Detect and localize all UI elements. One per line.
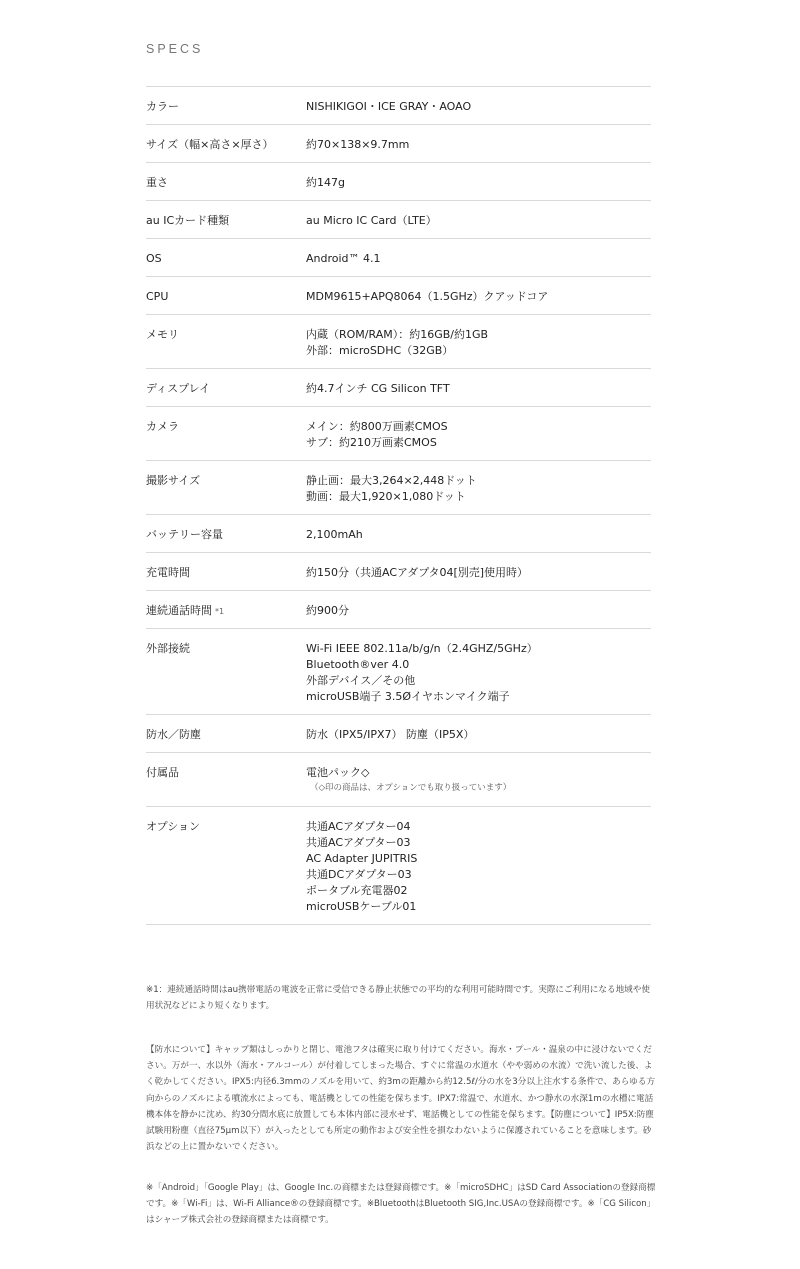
spec-label: オプション (146, 820, 201, 833)
spec-value: 約150分（共通ACアダプタ04[別売]使用時） (306, 566, 529, 579)
spec-label: ディスプレイ (146, 382, 211, 395)
footnote-call-time: ※1：連続通話時間はau携帯電話の電波を正常に受信できる静止状態での平均的な利用可能時間です。実際にご利用になる地域や使用状況などにより短くなります。 (146, 985, 650, 1012)
spec-row-memory (146, 315, 651, 369)
footnote-mark: *1 (215, 607, 225, 616)
spec-value: 電池パック◇ （◇印の商品は、オプションでも取り扱っています） (306, 753, 651, 806)
spec-label: 付属品 (146, 766, 179, 779)
spec-label: メモリ (146, 328, 179, 341)
spec-row-ic-card (146, 201, 651, 239)
spec-label: OS (146, 252, 162, 265)
spec-row-external (146, 629, 651, 715)
note-waterproof: 【防水について】キャップ類はしっかりと閉じ、電池フタは確実に取り付けてください。海水・プール・温泉の中に浸けないでください。万が一、水以外（海水・アルコール）が付着してしまった場合、すぐに常温の水道水（やや弱めの水流）で洗い流した後、よく乾かしてください。IPX5:内径6.3mmのノズルを用いて、約3mの距離から約12.5ℓ/分の水を3分以上注水する条件で、あらゆる方向からのノズルによる噴流水によっても、電話機としての性能を保ちます。IPX7:常温で、水道水、かつ静水の水深1mの水槽に電話機本体を静かに沈め、約30分間水底に放置しても本体内部に浸水せず、電話機としての性能を保ちます。【防塵について】IP5X:防塵試験用粉塵（直径75μm以下）が入ったとしても所定の動作および安全性を損なわないように保護されていることを意味します。砂浜などの上に置かないでください。 (146, 1045, 656, 1153)
spec-row-display (146, 369, 651, 407)
spec-label: 重さ (146, 176, 168, 189)
spec-label: 撮影サイズ (146, 474, 201, 487)
specs-section (146, 0, 651, 925)
spec-label: バッテリー容量 (146, 528, 223, 541)
spec-label: カラー (146, 100, 179, 113)
spec-value: 内蔵（ROM/RAM）：約16GB/約1GB 外部：microSDHC（32GB） (306, 328, 489, 357)
spec-row-battery (146, 515, 651, 553)
spec-label: 外部接続 (146, 642, 190, 655)
spec-value: 静止画：最大3,264×2,448ドット 動画：最大1,920×1,080ドット (306, 474, 477, 503)
spec-value: 防水（IPX5/IPX7） 防塵（IP5X） (306, 728, 475, 741)
spec-value: 2,100mAh (306, 528, 363, 541)
spec-label: サイズ（幅×高さ×厚さ） (146, 138, 274, 151)
spec-label: 充電時間 (146, 566, 190, 579)
spec-value: NISHIKIGOI・ICE GRAY・AOAO (306, 100, 472, 113)
spec-row-size (146, 125, 651, 163)
spec-label: 連続通話時間 *1 (146, 604, 225, 617)
spec-value: 約900分 (306, 604, 349, 617)
spec-value: 約70×138×9.7mm (306, 138, 410, 151)
spec-row-accessories (146, 753, 651, 807)
spec-value: Wi-Fi IEEE 802.11a/b/g/n（2.4GHZ/5GHz） Bluetooth®ver 4.0 外部デバイス／その他 microUSB端子 3.5Øイヤホンマイク端子 (306, 642, 538, 703)
spec-value: au Micro IC Card（LTE） (306, 214, 437, 227)
spec-value: 共通ACアダプター04 共通ACアダプター03 AC Adapter JUPITRIS 共通DCアダプター03 ポータブル充電器02 microUSBケーブル01 (306, 820, 418, 913)
spec-row-color (146, 87, 651, 125)
spec-label: au ICカード種類 (146, 214, 230, 227)
spec-row-options (146, 807, 651, 925)
specs-table (146, 86, 651, 925)
spec-row-shooting-size (146, 461, 651, 515)
spec-label: 防水／防塵 (146, 728, 201, 741)
spec-label: CPU (146, 290, 169, 303)
section-title: SPECS (146, 42, 204, 56)
spec-row-weight (146, 163, 651, 201)
spec-row-talk-time (146, 591, 651, 629)
spec-value: MDM9615+APQ8064（1.5GHz）クアッドコア (306, 290, 549, 303)
note-trademarks: ※「Android」「Google Play」は、Google Inc.の商標または登録商標です。※「microSDHC」はSD Card Associationの登録商標です。※「Wi-Fi」は、Wi-Fi Alliance®の登録商標です。※BluetoothはBluetooth SIG,Inc.USAの登録商標です。※「CG Silicon」はシャープ株式会社の登録商標または商標です。 (146, 1183, 656, 1226)
accessory-note: （◇印の商品は、オプションでも取り扱っています） (310, 783, 512, 793)
spec-row-charge-time (146, 553, 651, 591)
spec-row-os (146, 239, 651, 277)
spec-row-camera (146, 407, 651, 461)
spec-value: Android™ 4.1 (306, 252, 381, 265)
spec-value: メイン：約800万画素CMOS サブ：約210万画素CMOS (306, 420, 448, 449)
spec-value: 約4.7インチ CG Silicon TFT (306, 382, 450, 395)
spec-row-cpu (146, 277, 651, 315)
spec-label: カメラ (146, 420, 179, 433)
spec-row-waterproof (146, 715, 651, 753)
spec-value: 約147g (306, 176, 345, 189)
